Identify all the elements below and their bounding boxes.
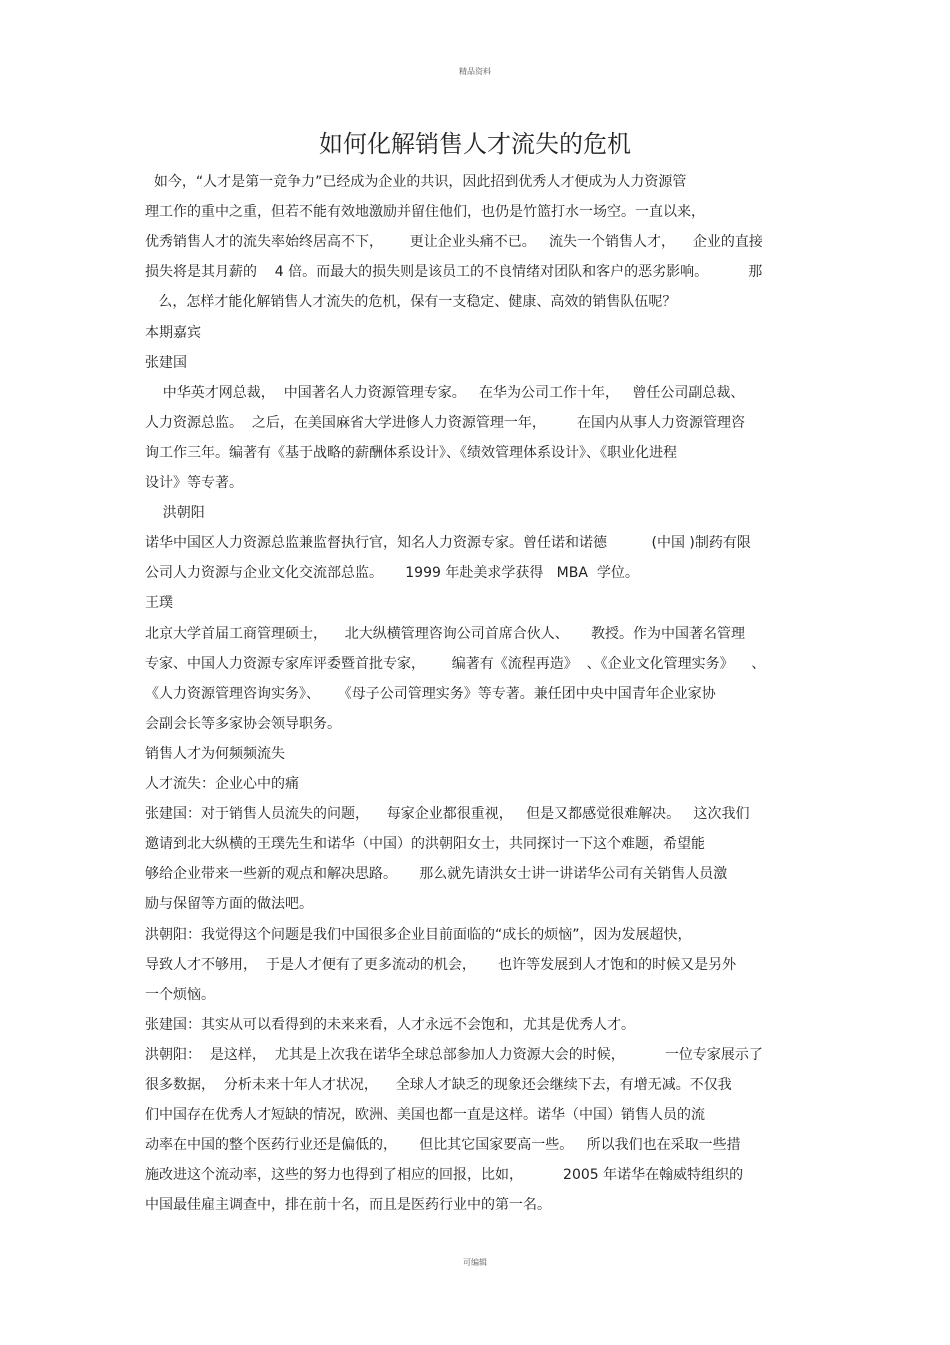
text-line: 专家、中国人力资源专家库评委暨首批专家， 编著有《流程再造》 、《企业文化管理实务》 、 <box>145 656 766 672</box>
text-line: 询工作三年。编著有《基于战略的薪酬体系设计》、《绩效管理体系设计》、《职业化进程 <box>145 445 677 461</box>
text-line: 设计》等专著。 <box>145 475 243 491</box>
text-line: 洪朝阳： 是这样， 尤其是上次我在诺华全球总部参加人力资源大会的时候， 一位专家展示了 <box>145 1047 763 1063</box>
text-line: 动率在中国的整个医药行业还是偏低的， 但比其它国家要高一些。 所以我们也在采取一些措 <box>145 1137 741 1153</box>
text-line: 优秀销售人才的流失率始终居高不下， 更让企业头痛不已。 流失一个销售人才， 企业的直接 <box>145 234 763 250</box>
text-line: 励与保留等方面的做法吧。 <box>145 896 313 912</box>
text-line: 销售人才为何频频流失 <box>145 746 285 762</box>
text-line: 们中国存在优秀人才短缺的情况，欧洲、美国也都一直是这样。诺华（中国）销售人员的流 <box>145 1107 705 1123</box>
text-line: 邀请到北大纵横的王璞先生和诺华（中国）的洪朝阳女士，共同探讨一下这个难题，希望能 <box>145 836 705 852</box>
text-line: 施改进这个流动率，这些的努力也得到了相应的回报，比如， 2005 年诺华在翰威特组织的 <box>145 1167 744 1183</box>
page-footer: 可编辑 <box>463 1258 487 1267</box>
text-line: 张建国：对于销售人员流失的问题， 每家企业都很重视， 但是又都感觉很难解决。 这次我们 <box>145 806 750 822</box>
text-line: 理工作的重中之重，但若不能有效地激励并留住他们，也仍是竹篮打水一场空。一直以来， <box>145 204 705 220</box>
text-line: 中华英才网总裁， 中国著名人力资源管理专家。 在华为公司工作十年， 曾任公司副总裁、 <box>145 385 745 401</box>
text-line: 中国最佳雇主调查中，排在前十名，而且是医药行业中的第一名。 <box>145 1197 551 1213</box>
text-line: 人力资源总监。 之后，在美国麻省大学进修人力资源管理一年， 在国内从事人力资源管理咨 <box>145 415 746 431</box>
text-line: 么，怎样才能化解销售人才流失的危机，保有一支稳定、健康、高效的销售队伍呢？ <box>145 294 677 310</box>
text-line: 导致人才不够用， 于是人才便有了更多流动的机会， 也许等发展到人才饱和的时候又是另外 <box>145 957 737 973</box>
document-title: 如何化解销售人才流失的危机 <box>319 130 631 158</box>
text-line: 会副会长等多家协会领导职务。 <box>145 716 341 732</box>
text-line: 一个烦恼。 <box>145 987 215 1003</box>
text-line: 公司人力资源与企业文化交流部总监。 1999 年赴美求学获得 MBA 学位。 <box>145 565 639 581</box>
text-line: 损失将是其月薪的 4 倍。而最大的损失则是该员工的不良情绪对团队和客户的恶劣影响。 那 <box>145 264 763 280</box>
text-line: 张建国 <box>145 355 187 371</box>
text-line: 王璞 <box>145 595 173 611</box>
text-line: 本期嘉宾 <box>145 325 201 341</box>
text-line: 很多数据， 分析未来十年人才状况， 全球人才缺乏的现象还会继续下去，有增无减。不仅我 <box>145 1077 732 1093</box>
page-header: 精品资料 <box>459 67 491 76</box>
text-line: 洪朝阳：我觉得这个问题是我们中国很多企业目前面临的“成长的烦恼”，因为发展超快， <box>145 927 692 943</box>
text-line: 如今，“人才是第一竞争力”已经成为企业的共识，因此招到优秀人才便成为人力资源管 <box>145 174 687 190</box>
text-line: 诺华中国区人力资源总监兼监督执行官，知名人力资源专家。曾任诺和诺德 (中国 )制药有限 <box>145 535 751 551</box>
text-line: 北京大学首届工商管理硕士， 北大纵横管理咨询公司首席合伙人、 教授。作为中国著名管理 <box>145 626 746 642</box>
text-line: 洪朝阳 <box>145 505 205 521</box>
text-line: 张建国：其实从可以看得到的未来来看，人才永远不会饱和，尤其是优秀人才。 <box>145 1017 635 1033</box>
text-line: 《人力资源管理咨询实务》、 《母子公司管理实务》等专著。兼任团中央中国青年企业家协 <box>145 686 716 702</box>
text-line: 人才流失：企业心中的痛 <box>145 776 299 792</box>
text-line: 够给企业带来一些新的观点和解决思路。 那么就先请洪女士讲一讲诺华公司有关销售人员激 <box>145 866 728 882</box>
